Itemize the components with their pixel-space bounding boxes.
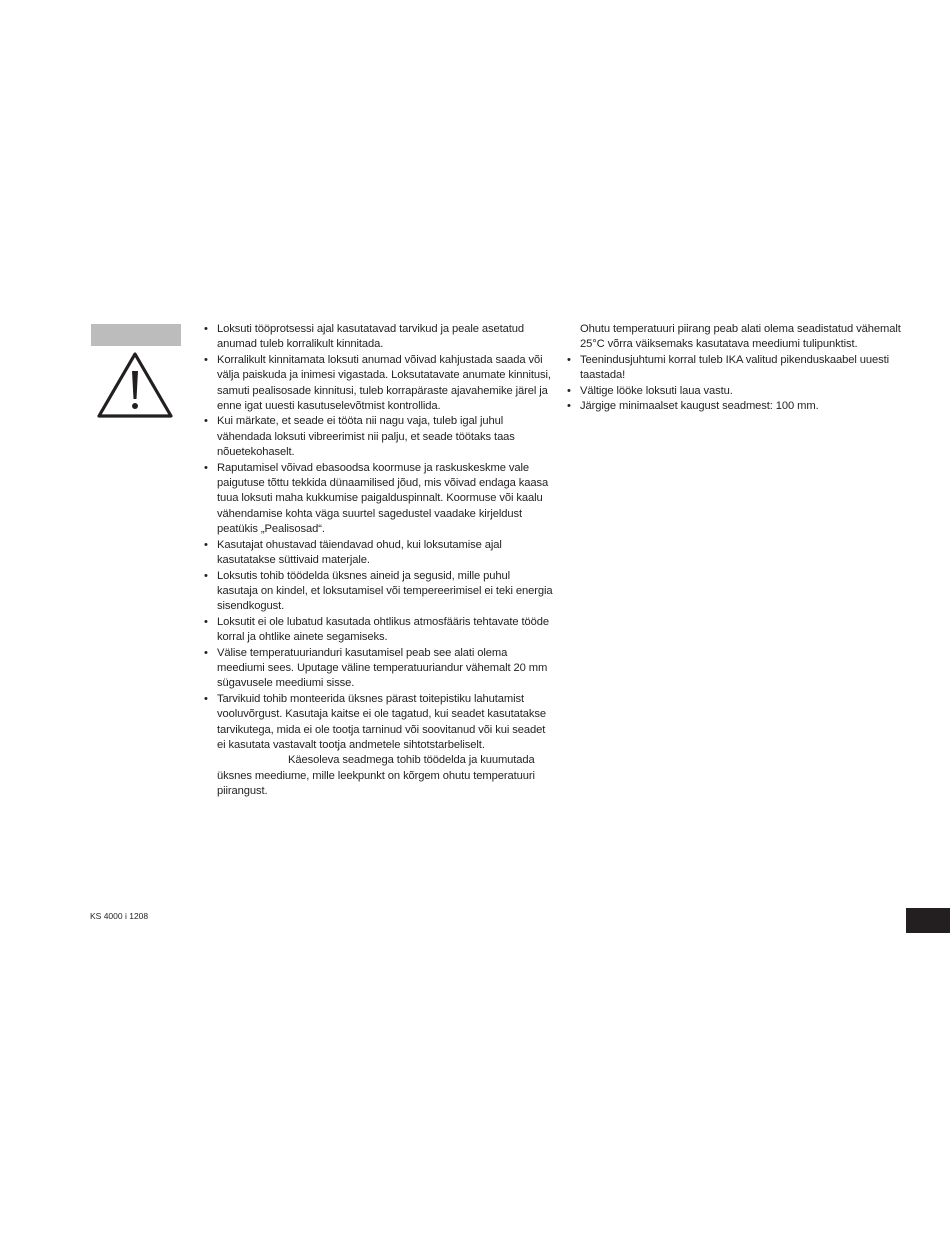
left-text-column bbox=[203, 322, 553, 800]
list-item: • Vältige lööke loksuti laua vastu. bbox=[566, 384, 916, 399]
list-item: • Välise temperatuurianduri kasutamisel peab see alati olema meediumi sees. Uputage väline temperatuuriandur vähemalt 20 mm sügavusele meediumi sisse. bbox=[203, 646, 553, 692]
list-item: • Tarvikuid tohib monteerida üksnes pärast toitepistiku lahutamist vooluvõrgust. Kasutaja kaitse ei ole tagatud, kui seadet kasutatakse tarvikutega, mida ei ole tootja tarninud või soovitanud või kui seadet ei kasutata vastavalt tootja andmetele sihtotstarbeliselt. bbox=[203, 692, 553, 754]
safety-bullet-list-continued bbox=[566, 353, 916, 415]
list-item: • Kui märkate, et seade ei tööta nii nagu vaja, tuleb igal juhul vähendada loksuti vibreerimist nii palju, et seade töötaks taas nõuetekohaselt. bbox=[203, 414, 553, 460]
section-header-bar bbox=[91, 324, 181, 346]
document-code: KS 4000 i 1208 bbox=[90, 911, 149, 921]
right-text-column bbox=[566, 322, 916, 414]
flash-point-paragraph: Käesoleva seadmega tohib töödelda ja kuumutada üksnes meediume, mille leekpunkt on kõrgem ohutu temperatuuri piirangust. bbox=[217, 754, 535, 798]
page-edge-tab bbox=[906, 908, 950, 933]
list-item: • Järgige minimaalset kaugust seadmest: 100 mm. bbox=[566, 399, 916, 414]
list-item: • Korralikult kinnitamata loksuti anumad võivad kahjustada saada või välja paiskuda ja inimesi vigastada. Loksutatavate anumate kinnitusi, samuti pealisosade kinnitusi, tuleb korrapäraste ajavahemike järel ja enne igat uuesti kasutuselevõtmist kontrollida. bbox=[203, 353, 553, 415]
warning-triangle-icon bbox=[96, 351, 174, 419]
list-item: • Loksutit ei ole lubatud kasutada ohtlikus atmosfääris tehtavate tööde korral ja ohtlike ainete segamiseks. bbox=[203, 615, 553, 646]
list-item: • Kasutajat ohustavad täiendavad ohud, kui loksutamise ajal kasutatakse süttivaid materjale. bbox=[203, 538, 553, 569]
temperature-limit-paragraph: Ohutu temperatuuri piirang peab alati olema seadistatud vähemalt 25°C võrra väiksemaks kasutatava meediumi tulipunktist. bbox=[580, 323, 901, 351]
list-item: • Loksutis tohib töödelda üksnes aineid ja segusid, mille puhul kasutaja on kindel, et loksutamisel või tempereerimisel ei teki energia sisendkogust. bbox=[203, 569, 553, 615]
safety-bullet-list bbox=[203, 322, 553, 753]
list-item: • Teenindusjuhtumi korral tuleb IKA valitud pikenduskaabel uuesti taastada! bbox=[566, 353, 916, 384]
list-item: • Raputamisel võivad ebasoodsa koormuse ja raskuskeskme vale paigutuse tõttu tekkida dünaamilised jõud, mis võivad endaga kaasa tuua loksuti maha kukkumise paigalduspinnalt. Koormuse või kaalu vähendamise kohta väga suurtel sagedustel vaadake kirjeldust peatükis „Pealisosad“. bbox=[203, 461, 553, 538]
list-item: • Loksuti tööprotsessi ajal kasutatavad tarvikud ja peale asetatud anumad tuleb korralikult kinnitada. bbox=[203, 322, 553, 353]
